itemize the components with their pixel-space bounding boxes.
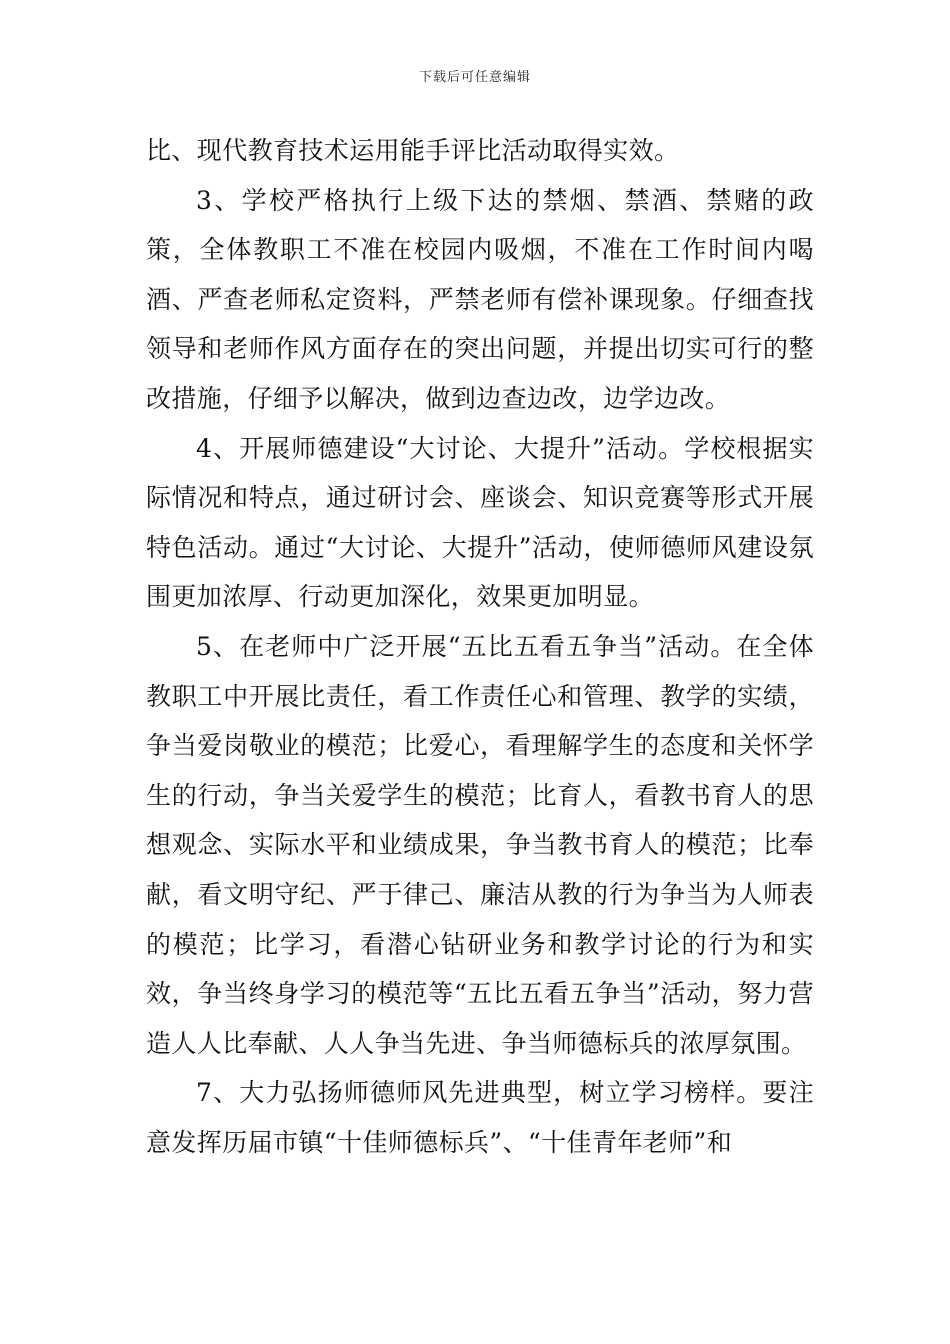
paragraph-item-5: 5、在老师中广泛开展“五比五看五争当”活动。在全体教职工中开展比责任，看工作责任心和管理、教学的实绩，争当爱岗敬业的模范；比爱心，看理解学生的态度和关怀学生的行动，争当关爱学生的模范；比育人，看教书育人的思想观念、实际水平和业绩成果，争当教书育人的模范；比奉献，看文明守纪、严于律己、廉洁从教的行为争当为人师表的模范；比学习，看潜心钻研业务和教学讨论的行为和实效，争当终身学习的模范等“五比五看五争当”活动，努力营造人人比奉献、人人争当先进、争当师德标兵的浓厚氛围。 (146, 631, 814, 1058)
paragraph-item-4: 4、开展师德建设“大讨论、大提升”活动。学校根据实际情况和特点，通过研讨会、座谈会、知识竞赛等形式开展特色活动。通过“大讨论、大提升”活动，使师德师风建设氛围更加浓厚、行动更加深化，效果更加明显。 (146, 433, 814, 612)
page-header-note: 下载后可任意编辑 (418, 70, 531, 85)
paragraph-continuation: 比、现代教育技术运用能手评比活动取得实效。 (146, 136, 680, 165)
paragraph-item-7: 7、大力弘扬师德师风先进典型，树立学习榜样。要注意发挥历届市镇“十佳师德标兵”、“十佳青年老师”和 (146, 1078, 814, 1157)
document-body (146, 126, 814, 1167)
paragraph-item-3: 3、学校严格执行上级下达的禁烟、禁酒、禁赌的政策，全体教职工不准在校园内吸烟，不准在工作时间内喝酒、严查老师私定资料，严禁老师有偿补课现象。仔细查找领导和老师作风方面存在的突出问题，并提出切实可行的整改措施，仔细予以解决，做到边查边改，边学边改。 (146, 185, 814, 413)
